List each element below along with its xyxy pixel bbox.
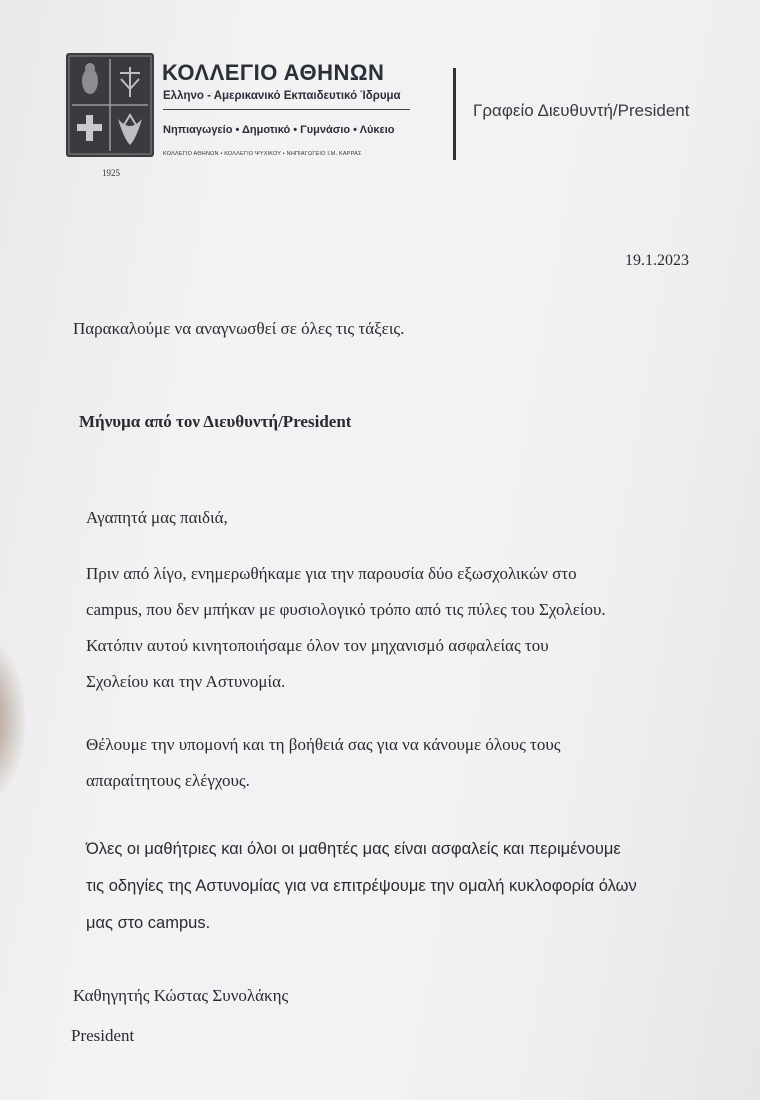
school-name: ΚΟΛΛΕΓΙΟ ΑΘΗΝΩΝ [162, 60, 385, 85]
school-crest-logo [66, 53, 154, 157]
paragraph-line: Σχολείου και την Αστυνομία. [86, 672, 286, 691]
paragraph-1 [86, 556, 716, 700]
paragraph-3 [86, 831, 716, 942]
paragraph-line: απαραίτητους ελέγχους. [86, 771, 250, 790]
paragraph-line: τις οδηγίες της Αστυνομίας για να επιτρέψουμε την ομαλή κυκλοφορία όλων [86, 877, 637, 895]
school-subtitle: Ελληνο - Αμερικανικό Εκπαιδευτικό Ίδρυμα [163, 90, 401, 102]
school-levels: Νηπιαγωγείο • Δημοτικό • Γυμνάσιο • Λύκειο [163, 124, 395, 136]
founding-year: 1925 [102, 168, 120, 178]
letter-date: 19.1.2023 [625, 252, 689, 269]
letterhead-rule [163, 109, 410, 110]
letterhead-divider [453, 68, 456, 160]
signatory-name: Καθηγητής Κώστας Συνολάκης [73, 986, 289, 1005]
paragraph-line: Κατόπιν αυτού κινητοποιήσαμε όλον τον μηχανισμό ασφαλείας του [86, 636, 549, 655]
paragraph-line: Πριν από λίγο, ενημερωθήκαμε για την παρουσία δύο εξωσχολικών στο [86, 564, 577, 583]
paragraph-2 [86, 727, 716, 799]
paragraph-line: μας στο campus. [86, 914, 211, 932]
letter-greeting: Αγαπητά μας παιδιά, [86, 508, 228, 527]
signatory-title: President [71, 1026, 135, 1045]
paragraph-line: campus, που δεν μπήκαν με φυσιολογικό τρόπο από τις πύλες του Σχολείου. [86, 600, 606, 619]
reading-notice: Παρακαλούμε να αναγνωσθεί σε όλες τις τάξεις. [73, 319, 405, 338]
paragraph-line: Θέλουμε την υπομονή και τη βοήθειά σας για να κάνουμε όλους τους [86, 735, 561, 754]
school-fine-print: ΚΟΛΛΕΓΙΟ ΑΘΗΝΩΝ • ΚΟΛΛΕΓΙΟ ΨΥΧΙΚΟΥ • ΝΗΠΙΑΓΩΓΕΙΟ Ι.Μ. ΚΑΡΡΑΣ [163, 151, 362, 157]
office-label: Γραφείο Διευθυντή/President [473, 101, 690, 120]
finger-shadow [0, 640, 25, 800]
letter-subject: Μήνυμα από τον Διευθυντή/President [79, 412, 352, 431]
paragraph-line: Όλες οι μαθήτριες και όλοι οι μαθητές μας είναι ασφαλείς και περιμένουμε [86, 840, 621, 858]
